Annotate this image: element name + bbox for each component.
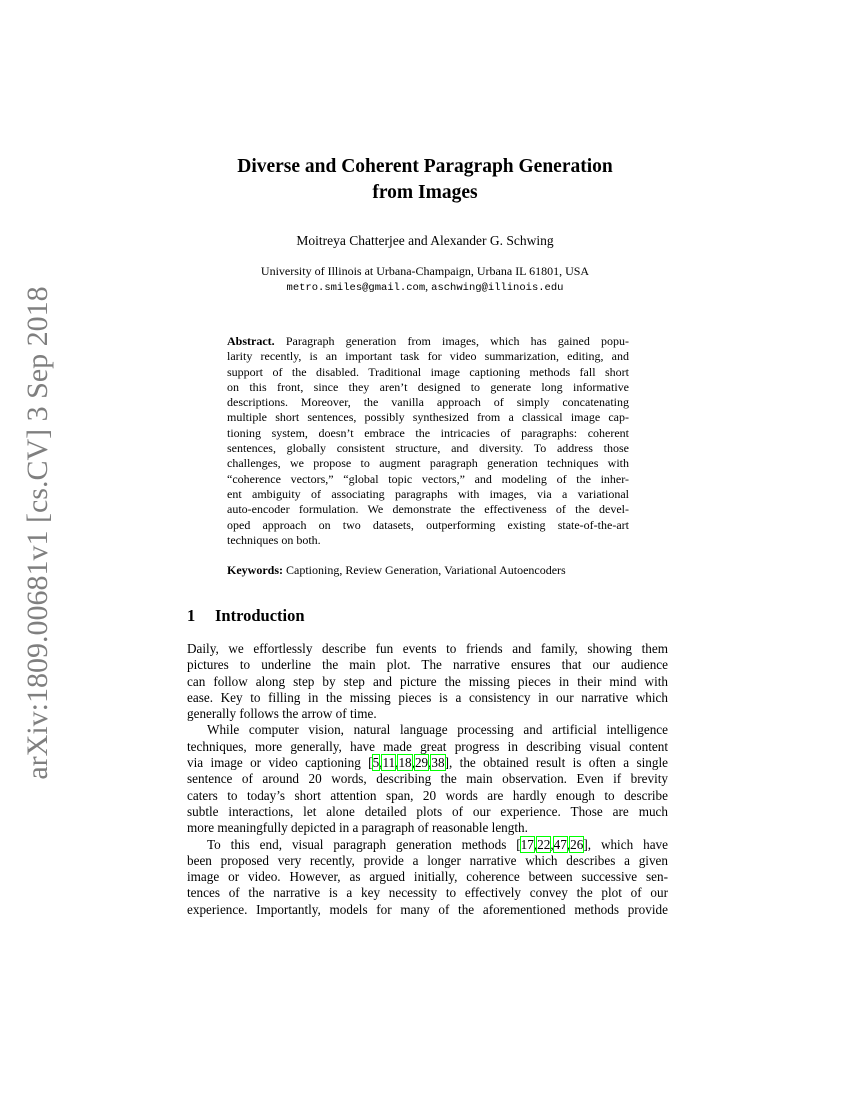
- section-heading: [187, 606, 305, 626]
- body-line: techniques, more generally, have made great progress in describing visual content: [187, 738, 668, 754]
- abstract-line: [227, 334, 629, 349]
- abstract-line: “coherence vectors,” “global topic vectors,” and modeling of the inher-: [227, 471, 629, 486]
- abstract-line: support of the disabled. Traditional image captioning methods fall short: [227, 364, 629, 379]
- body-line: ease. Key to filling in the missing pieces is a consistency in our narrative which: [187, 689, 668, 705]
- text-run: To this end, visual paragraph generation methods [: [207, 836, 521, 852]
- email-separator: ,: [425, 279, 432, 293]
- citation-link[interactable]: 47: [553, 836, 567, 852]
- body-line: sentence of around 20 words, describing the main observation. Even if brevity: [187, 771, 668, 787]
- citation-link[interactable]: 22: [537, 836, 551, 852]
- body-line: more meaningfully depicted in a paragraph of reasonable length.: [187, 820, 528, 836]
- title-line-2: from Images: [372, 182, 478, 203]
- body-line: Daily, we effortlessly describe fun events to friends and family, showing them: [187, 641, 668, 656]
- body-line: caters to today’s short attention span, 20 words are hardly enough to describe: [187, 787, 668, 803]
- body-line: To this end, visual paragraph generation methods [17,22,47,26], which have: [207, 836, 669, 852]
- keywords-text: Captioning, Review Generation, Variational Autoencoders: [286, 563, 566, 577]
- citation-link[interactable]: 5: [372, 755, 380, 771]
- text-run: ], which have: [583, 836, 669, 852]
- abstract-first-line: Paragraph generation from images, which has gained popu-: [285, 334, 629, 348]
- emails: [0, 279, 850, 296]
- abstract-line: larity recently, is an important task for video summarization, editing, and: [227, 349, 629, 364]
- title-line-1: Diverse and Coherent Paragraph Generation: [237, 156, 613, 177]
- affiliation-block: [0, 264, 850, 296]
- body-line: subtle interactions, let alone detailed plots of our experience. Those are much: [187, 803, 668, 819]
- body-line: been proposed very recently, provide a longer narrative which describes a given: [187, 852, 668, 868]
- body-line: pictures to underline the main plot. The narrative ensures that our audience: [187, 657, 668, 673]
- abstract-line: sentences, globally consistent structure, and diversity. To address those: [227, 441, 629, 456]
- text-run: ], the obtained result is often a single: [444, 755, 668, 771]
- body-line: tences of the narrative is a key necessity to effectively convey the plot of our: [187, 885, 668, 901]
- abstract-line: ent ambiguity of associating paragraphs with images, via a variational: [227, 486, 629, 501]
- author-list: Moitreya Chatterjee and Alexander G. Schwing: [296, 233, 554, 248]
- arxiv-identifier: arXiv:1809.00681v1 [cs.CV] 3 Sep 2018: [21, 286, 54, 780]
- text-run: via image or video captioning [: [187, 755, 373, 771]
- body-line: image or video. However, as argued initially, coherence between successive sen-: [187, 869, 668, 885]
- body-text: [187, 641, 668, 918]
- abstract-line: oped approach on two datasets, outperforming existing state-of-the-art: [227, 517, 629, 532]
- citation-link[interactable]: 29: [414, 755, 429, 771]
- abstract-line: auto-encoder formulation. We demonstrate the effectiveness of the devel-: [227, 502, 629, 517]
- body-line: via image or video captioning [5,11,18,29,38], the obtained result is often a single: [187, 755, 668, 771]
- body-line: While computer vision, natural language processing and artificial intelligence: [207, 722, 668, 738]
- paper-title: [0, 154, 850, 206]
- email-link-2[interactable]: aschwing@illinois.edu: [431, 282, 564, 294]
- abstract-line: descriptions. Moreover, the vanilla approach of simply concatenating: [227, 395, 629, 410]
- section-title: Introduction: [215, 606, 305, 625]
- body-line: can follow along step by step and picture the missing pieces in their mind with: [187, 673, 668, 689]
- citation-link[interactable]: 11: [382, 755, 396, 771]
- citation-link[interactable]: 38: [431, 755, 445, 771]
- abstract-line: on this front, since they aren’t designed to generate long informative: [227, 379, 629, 394]
- keywords: [227, 563, 647, 578]
- email-link-1[interactable]: metro.smiles@gmail.com: [286, 282, 426, 294]
- keywords-label: Keywords:: [227, 563, 283, 577]
- affiliation: University of Illinois at Urbana-Champaign, Urbana IL 61801, USA: [260, 264, 590, 278]
- body-line: generally follows the arrow of time.: [187, 706, 377, 722]
- citation-link[interactable]: 17: [520, 836, 534, 852]
- abstract-line: challenges, we propose to augment paragraph generation techniques with: [227, 456, 629, 471]
- section-number: 1: [187, 606, 196, 625]
- citation-link[interactable]: 26: [570, 836, 584, 852]
- body-line: experience. Importantly, models for many of the aforementioned methods provide: [187, 901, 668, 917]
- abstract-line: tioning system, doesn’t embrace the intricacies of paragraphs: coherent: [227, 425, 629, 440]
- abstract-label: Abstract.: [227, 334, 275, 348]
- abstract-line: multiple short sentences, possibly synthesized from a classical image cap-: [227, 410, 629, 425]
- abstract-line: techniques on both.: [227, 532, 321, 547]
- citation-link[interactable]: 18: [398, 755, 412, 771]
- abstract: [227, 334, 629, 548]
